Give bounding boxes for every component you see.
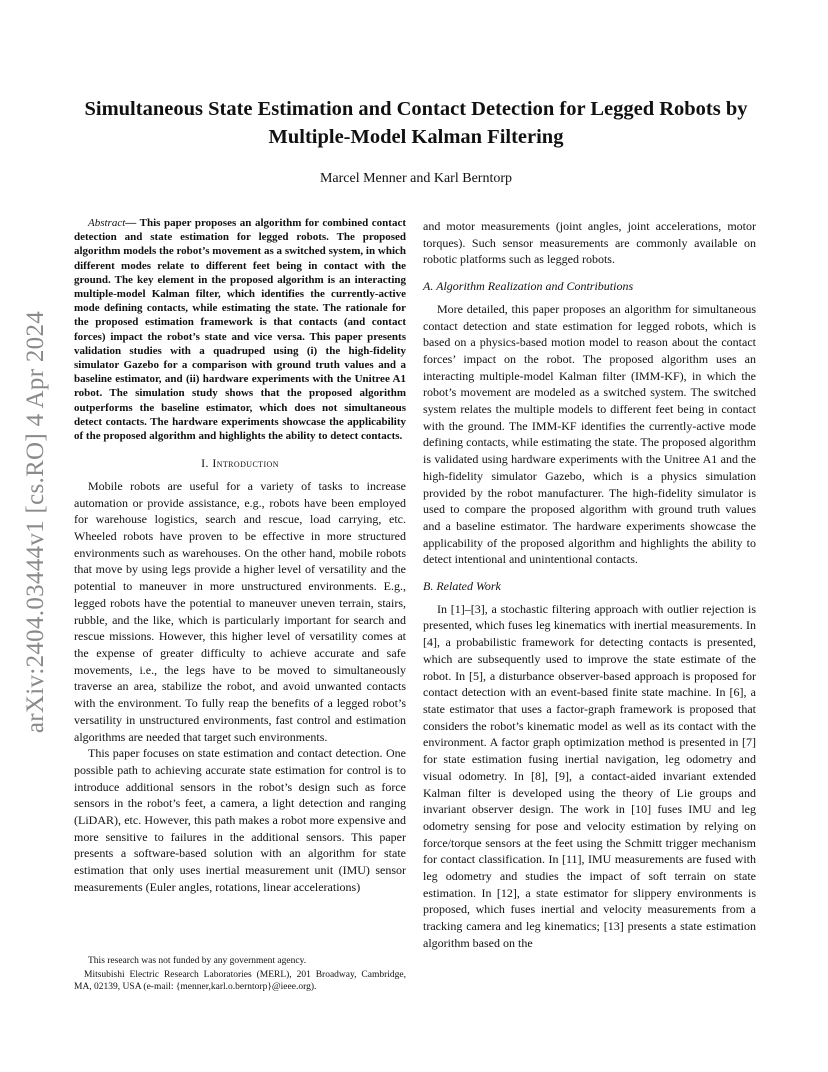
funding-footnote: This research was not funded by any government agency. [88,956,307,966]
arxiv-identifier-text: arXiv:2404.03444v1 [cs.RO] 4 Apr 2024 [22,310,49,734]
right-column [423,218,756,952]
contributions-paragraph: More detailed, this paper proposes an algorithm for simultaneous contact detection and state estimation for legged robots, which is based on a physics-based motion model to reason about the contact forces’ impact on the robot. The proposed algorithm uses an interacting multiple-model Kalman filter (IMM-KF), in which the robot’s movement are modeled as a switched system. The switched system relates the multiple models to different feet being in contact with the ground. The IMM-KF identifies the currently-active mode defining contacts, while estimating the state. The proposed algorithm is validated using hardware experiments with the Unitree A1 and the high-fidelity simulator Gazebo, which is a physics simulation provided by the robot manufacturer. The high-fidelity simulator is used to compare the proposed algorithm with ground truth values and a baseline estimator. The hardware experiments showcase the applicability of the proposed algorithm and highlights the ability to detect intentional and unintentional contacts. [423,301,756,567]
paper-title: Simultaneous State Estimation and Contact Detection for Legged Robots by Multiple-Model Kalman Filtering [84,98,748,148]
subsection-heading-contributions: A. Algorithm Realization and Contributions [423,279,634,294]
left-column [74,216,406,896]
related-work-paragraph: In [1]–[3], a stochastic filtering approach with outlier rejection is presented, which fuses leg kinematics with inertial measurements. In [4], a probabilistic framework for detecting contacts is presented, which are subsequently used to improve the state estimate of the robot. In [5], a disturbance observer-based approach is proposed for contact detection with an event-based finite state machine. In [6], a state estimator that uses a factor-graph framework is proposed that considers the robot’s kinematic model as well as its contact with the environment. A factor graph optimization method is presented in [7] for state estimation fusing inertial navigation, leg odometry and visual odometry. In [8], [9], a contact-aided invariant extended Kalman filter is developed using the theory of Lie groups and invariant observer design. The work in [10] fuses IMU and leg odometry sensing for pose and velocity estimation by relying on force/torque sensors at the feet using the Schmitt trigger mechanism for contact classification. In [11], IMU measurements are fused with leg odometry and studies the impact of soft terrain on state estimation. In [12], a state estimator for slippery environments is proposed, which fuses inertial and velocity measurements from a tracking camera and leg kinematics; [13] presents a state estimation algorithm based on the [423,601,756,950]
intro-paragraph-2-continued: and motor measurements (joint angles, joint accelerations, motor torques). Such sensor measurements are commonly available on robotic platforms such as legged robots. [423,219,756,267]
intro-paragraph-1: Mobile robots are useful for a variety of tasks to increase automation or provide assistance, e.g., robots have been employed for warehouse logistics, search and rescue, load carrying, etc. Wheeled robots have proven to be effective in more structured environments such as warehouses. On the other hand, mobile robots that move by using legs provide a higher level of versatility and the potential to maneuver in more unstructured environments. E.g., legged robots have the potential to maneuver uneven terrain, stairs, rubble, and the like, which is particularly important for search and rescue missions. However, this higher level of versatility comes at the expense of greater difficulty to achieve accurate and safe movements, i.e., the legs have to be moved to simultaneously traverse an area, stabilize the robot, and avoid unwanted contacts with the environment. To fully reap the benefits of a legged robot’s versatility in unstructured environments, fast control and estimation algorithms are needed that target such environments. [74,478,406,744]
author-list: Marcel Menner and Karl Berntorp [319,171,513,186]
section-heading-introduction [74,455,406,472]
abstract-label: Abstract [88,217,126,229]
abstract [74,216,406,443]
section-number: I. [201,456,213,471]
intro-paragraph-2: This paper focuses on state estimation and contact detection. One possible path to achieving accurate state estimation for control is to introduce additional sensors in the robot’s design such as force sensors in the robot’s feet, a camera, a light detection and ranging (LiDAR), etc. However, this path makes a robot more expensive and more sensitive to failures in the additional sensors. This paper presents a software-based solution with an algorithm for state estimation that only uses inertial measurement unit (IMU) sensor measurements (Euler angles, rotations, linear accelerations) [74,746,406,894]
affiliation-footnote: Mitsubishi Electric Research Laboratories (MERL), 201 Broadway, Cambridge, MA, 02139, USA (e-mail: {menner,karl.o.berntorp}@ieee.org). [74,969,406,992]
arxiv-identifier [14,292,58,752]
section-title: Introduction [212,456,279,471]
footnotes [74,955,406,994]
subsection-heading-related-work: B. Related Work [423,579,501,594]
abstract-text: — This paper proposes an algorithm for combined contact detection and state estimation for legged robots. The proposed algorithm models the robot’s movement as a switched system, in which different modes relate to different feet being in contact with the ground. The key element in the proposed algorithm is an interacting multiple-model Kalman filter, which identifies the currently-active mode defining contacts, while estimating the state. The rationale for the proposed estimation framework is that contacts (and contact forces) impact the robot’s state and vice versa. This paper presents validation studies with a quadruped using (i) the high-fidelity simulator Gazebo for a comparison with ground truth values and a baseline estimator, and (ii) hardware experiments with the Unitree A1 robot. The simulation study shows that the proposed algorithm outperforms the baseline estimator, which does not simultaneous detect contacts. The hardware experiments showcase the applicability of the proposed algorithm and highlights the ability to detect contacts. [74,217,406,443]
